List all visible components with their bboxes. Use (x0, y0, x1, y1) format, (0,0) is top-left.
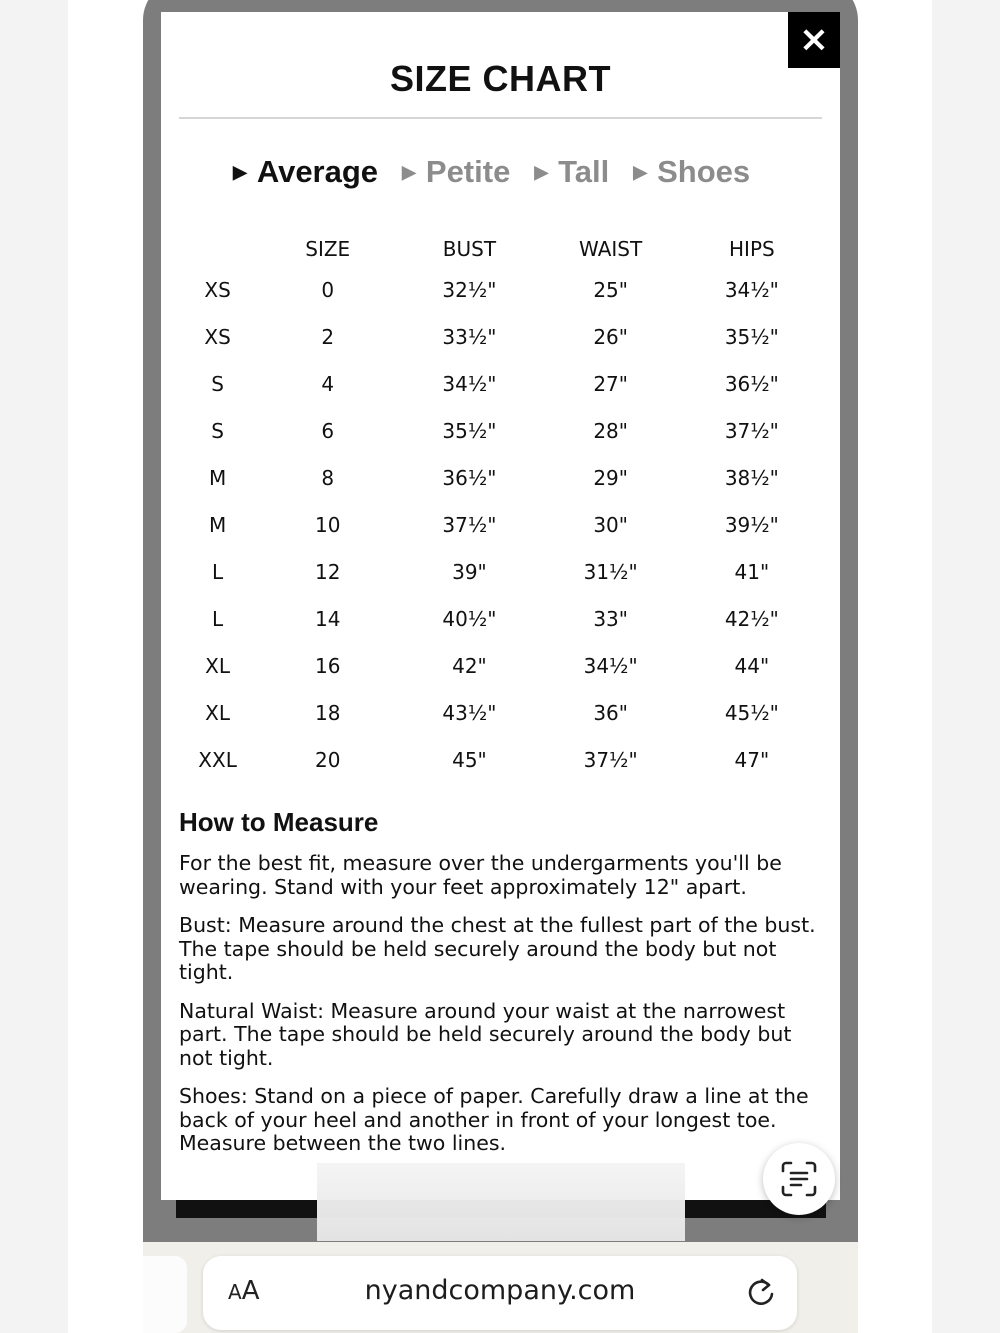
table-row (161, 407, 840, 454)
size-tabs (233, 150, 774, 194)
size-cell: 16 (315, 653, 341, 678)
table-row (161, 454, 840, 501)
table-row (161, 360, 840, 407)
size-cell: 4 (321, 371, 335, 396)
bust-cell: 45" (452, 747, 487, 772)
text-size-small-a: A (228, 1280, 242, 1304)
size-cell: 6 (321, 418, 335, 443)
size-cell: 0 (321, 277, 335, 302)
waist-cell: 31½" (583, 559, 638, 584)
reload-icon[interactable] (743, 1274, 779, 1310)
label-cell: XS (204, 277, 231, 302)
bust-cell: 35½" (442, 418, 497, 443)
tab-average[interactable] (233, 154, 378, 190)
tab-shoes[interactable] (633, 154, 750, 190)
size-cell: 20 (315, 747, 341, 772)
label-cell: XL (205, 700, 230, 725)
waist-cell: 34½" (583, 653, 638, 678)
tab-label: Average (256, 154, 379, 189)
label-cell: XXL (198, 747, 237, 772)
size-chart-modal (161, 12, 840, 1200)
waist-cell: 29" (593, 465, 628, 490)
label-cell: L (212, 606, 224, 631)
hips-cell: 39½" (724, 512, 779, 537)
hips-cell: 37½" (724, 418, 779, 443)
size-cell: 2 (321, 324, 335, 349)
obscured-area (317, 1163, 685, 1241)
caret-right-icon: ▶ (534, 161, 549, 182)
address-bar[interactable] (203, 1256, 797, 1330)
tab-label: Petite (425, 154, 511, 189)
how-to-measure-heading: How to Measure (179, 807, 379, 837)
bust-cell: 36½" (442, 465, 497, 490)
scan-text-button[interactable] (763, 1143, 835, 1215)
bust-cell: 42" (452, 653, 487, 678)
bust-cell: 39" (452, 559, 487, 584)
label-cell: S (211, 371, 224, 396)
table-row (161, 689, 840, 736)
instruction-general: For the best fit, measure over the undergarments you'll be wearing. Stand with your feet approximately 12" apart. (179, 851, 782, 899)
text-size-large-a: A (241, 1276, 260, 1306)
label-cell: M (208, 512, 227, 537)
waist-cell: 26" (593, 324, 628, 349)
size-cell: 18 (315, 700, 341, 725)
label-cell: XL (205, 653, 230, 678)
hips-cell: 38½" (724, 465, 779, 490)
table-row (161, 313, 840, 360)
tab-label: Shoes (657, 154, 751, 189)
bust-cell: 43½" (442, 700, 497, 725)
bust-cell: 33½" (442, 324, 497, 349)
hips-cell: 34½" (724, 277, 779, 302)
hips-cell: 45½" (724, 700, 779, 725)
hips-cell: 35½" (724, 324, 779, 349)
hips-cell: 47" (734, 747, 770, 772)
label-cell: L (212, 559, 224, 584)
tab-tall[interactable] (534, 154, 609, 190)
caret-right-icon: ▶ (402, 161, 416, 182)
bust-cell: 37½" (442, 512, 497, 537)
bust-cell: 40½" (442, 606, 497, 631)
size-cell: 12 (315, 559, 341, 584)
column-header-waist: WAIST (579, 237, 643, 261)
caret-right-icon: ▶ (233, 161, 247, 182)
close-icon: × (798, 19, 830, 60)
table-row (161, 595, 840, 642)
modal-title: SIZE CHART (390, 58, 611, 99)
bust-cell: 34½" (442, 371, 497, 396)
waist-cell: 27" (593, 371, 628, 396)
table-row (161, 266, 840, 313)
url-text[interactable]: nyandcompany.com (364, 1275, 636, 1306)
bust-cell: 32½" (442, 277, 497, 302)
label-cell: M (208, 465, 227, 490)
label-cell: XS (204, 324, 231, 349)
waist-cell: 30" (593, 512, 628, 537)
tab-label: Tall (558, 154, 610, 189)
caret-right-icon: ▶ (633, 161, 648, 182)
title-divider (179, 117, 822, 119)
previous-tab-preview[interactable] (143, 1256, 187, 1333)
size-cell: 8 (321, 465, 335, 490)
waist-cell: 37½" (583, 747, 638, 772)
close-button[interactable] (788, 12, 840, 68)
size-table (161, 232, 840, 783)
size-cell: 10 (315, 512, 341, 537)
column-header-size: SIZE (305, 237, 351, 261)
hips-cell: 36½" (724, 371, 779, 396)
hips-cell: 41" (734, 559, 770, 584)
waist-cell: 36" (593, 700, 628, 725)
column-header-hips: HIPS (729, 237, 775, 261)
hips-cell: 42½" (724, 606, 779, 631)
size-cell: 14 (315, 606, 341, 631)
label-cell: S (211, 418, 224, 443)
waist-cell: 25" (593, 277, 628, 302)
instruction-waist: Natural Waist: Measure around your waist at the narrowest part. The tape should be held securely around the body but not tight. (179, 998, 792, 1070)
instruction-bust: Bust: Measure around the chest at the fullest part of the bust. The tape should be held securely around the body but not tight. (179, 913, 816, 984)
column-header (161, 232, 274, 266)
column-header-bust: BUST (442, 237, 497, 261)
how-to-measure-section (179, 807, 827, 1171)
table-row (161, 736, 840, 783)
waist-cell: 28" (593, 418, 628, 443)
table-row (161, 548, 840, 595)
table-header-row (161, 232, 840, 266)
table-row (161, 501, 840, 548)
waist-cell: 33" (593, 606, 628, 631)
instruction-shoes: Shoes: Stand on a piece of paper. Carefully draw a line at the back of your heel and another in front of your longest toe. Measure between the two lines. (179, 1084, 809, 1155)
scan-text-icon (779, 1159, 819, 1199)
table-row (161, 642, 840, 689)
tab-petite[interactable] (402, 154, 510, 190)
hips-cell: 44" (734, 653, 770, 678)
